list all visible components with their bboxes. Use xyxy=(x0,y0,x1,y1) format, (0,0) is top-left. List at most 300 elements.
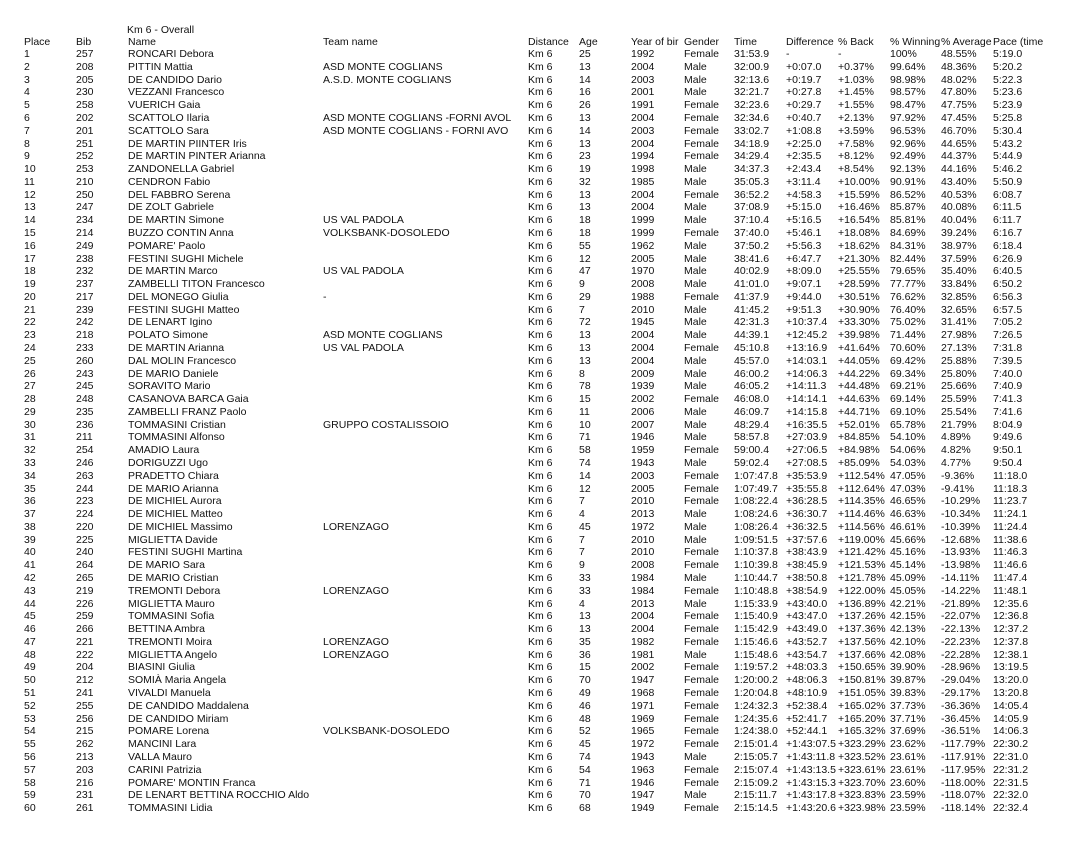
cell-place: 31 xyxy=(24,431,36,444)
cell-year: 1947 xyxy=(631,789,655,802)
cell-pct-back: +85.09% xyxy=(838,457,880,469)
cell-pace: 13:19.5 xyxy=(993,661,1029,674)
cell-bib: 238 xyxy=(76,252,94,265)
cell-gender: Male xyxy=(684,175,707,188)
cell-pct-winning: 23.61% xyxy=(890,763,926,776)
cell-distance: Km 6 xyxy=(528,763,553,776)
cell-pct-average: -13.93% xyxy=(941,546,981,559)
cell-name: VALLA Mauro xyxy=(128,750,193,763)
cell-age: 70 xyxy=(579,789,591,802)
table-row xyxy=(0,150,1067,163)
cell-time: 34:29.4 xyxy=(734,150,770,163)
cell-year: 1999 xyxy=(631,226,655,239)
cell-time: 2:15:01.4 xyxy=(734,738,778,751)
cell-name: PRADETTO Chiara xyxy=(128,469,219,482)
cell-bib: 202 xyxy=(76,111,94,124)
cell-distance: Km 6 xyxy=(528,239,553,252)
cell-bib: 246 xyxy=(76,457,94,469)
cell-gender: Female xyxy=(684,111,720,124)
table-row xyxy=(0,700,1067,713)
cell-age: 13 xyxy=(579,341,591,354)
cell-distance: Km 6 xyxy=(528,175,553,188)
cell-age: 9 xyxy=(579,559,585,572)
cell-year: 1982 xyxy=(631,635,655,648)
cell-age: 12 xyxy=(579,252,591,265)
cell-place: 7 xyxy=(24,124,30,137)
cell-distance: Km 6 xyxy=(528,265,553,278)
cell-difference: +43:49.0 xyxy=(786,623,828,636)
cell-pct-back: +323.29% xyxy=(838,738,886,751)
cell-difference: +5:56.3 xyxy=(786,239,822,252)
cell-bib: 214 xyxy=(76,226,94,239)
cell-time: 41:01.0 xyxy=(734,278,770,290)
cell-age: 13 xyxy=(579,610,591,623)
cell-pct-back: +137.56% xyxy=(838,635,886,648)
cell-pace: 7:26.5 xyxy=(993,329,1023,342)
cell-gender: Female xyxy=(684,188,720,201)
cell-place: 17 xyxy=(24,252,36,265)
cell-pace: 7:41.3 xyxy=(993,393,1023,406)
cell-difference: +0:19.7 xyxy=(786,73,822,86)
cell-pct-back: - xyxy=(838,48,842,60)
cell-pct-average: 46.70% xyxy=(941,124,977,137)
cell-distance: Km 6 xyxy=(528,559,553,572)
cell-time: 48:29.4 xyxy=(734,418,770,431)
cell-year: 1943 xyxy=(631,457,655,469)
cell-age: 10 xyxy=(579,418,591,431)
cell-pace: 13:20.0 xyxy=(993,674,1029,687)
cell-place: 53 xyxy=(24,712,36,725)
cell-distance: Km 6 xyxy=(528,508,553,521)
cell-pct-winning: 84.69% xyxy=(890,226,926,239)
cell-gender: Female xyxy=(684,623,720,636)
cell-time: 1:15:42.9 xyxy=(734,623,778,636)
table-row xyxy=(0,86,1067,99)
cell-place: 23 xyxy=(24,329,36,342)
cell-year: 2008 xyxy=(631,559,655,572)
cell-place: 56 xyxy=(24,750,36,763)
cell-place: 40 xyxy=(24,546,36,559)
cell-pct-winning: 46.63% xyxy=(890,508,926,521)
cell-gender: Male xyxy=(684,520,707,533)
cell-bib: 245 xyxy=(76,380,94,393)
table-row xyxy=(0,278,1067,291)
cell-distance: Km 6 xyxy=(528,520,553,533)
cell-year: 1963 xyxy=(631,763,655,776)
table-row xyxy=(0,253,1067,266)
cell-name: FESTINI SUGHI Martina xyxy=(128,546,243,559)
cell-pace: 11:46.3 xyxy=(993,546,1028,559)
table-row xyxy=(0,138,1067,151)
cell-pct-winning: 23.59% xyxy=(890,789,926,802)
table-row xyxy=(0,572,1067,585)
cell-time: 34:37.3 xyxy=(734,163,770,175)
cell-pct-back: +150.81% xyxy=(838,674,886,687)
cell-name: TOMMASINI Alfonso xyxy=(128,431,225,444)
cell-difference: +1:43:13.5 xyxy=(786,763,836,776)
cell-pace: 11:24.1 xyxy=(993,508,1028,521)
cell-pct-winning: 92.13% xyxy=(890,163,926,175)
cell-pct-average: 38.97% xyxy=(941,239,977,252)
cell-pct-back: +3.59% xyxy=(838,124,874,137)
cell-gender: Female xyxy=(684,738,720,751)
cell-pct-back: +136.89% xyxy=(838,597,886,610)
cell-pace: 7:40.0 xyxy=(993,367,1023,380)
cell-pct-winning: 42.10% xyxy=(890,635,926,648)
cell-pct-back: +114.56% xyxy=(838,520,885,533)
cell-pace: 14:05.9 xyxy=(993,712,1029,725)
cell-bib: 204 xyxy=(76,661,94,674)
cell-gender: Male xyxy=(684,201,707,214)
cell-pace: 22:32.4 xyxy=(993,802,1029,814)
cell-place: 8 xyxy=(24,137,30,150)
cell-year: 2013 xyxy=(631,597,655,610)
cell-gender: Female xyxy=(684,393,720,406)
cell-pct-average: 25.66% xyxy=(941,380,977,393)
cell-difference: +14:14.1 xyxy=(786,393,828,406)
cell-time: 46:09.7 xyxy=(734,405,770,418)
cell-time: 36:52.2 xyxy=(734,188,770,201)
table-row xyxy=(0,521,1067,534)
cell-place: 59 xyxy=(24,789,36,802)
cell-name: DE CANDIDO Miriam xyxy=(128,712,229,725)
cell-place: 28 xyxy=(24,393,36,406)
cell-age: 14 xyxy=(579,73,591,86)
table-row xyxy=(0,598,1067,611)
cell-distance: Km 6 xyxy=(528,60,553,73)
cell-pct-winning: 98.47% xyxy=(890,99,926,112)
cell-pct-back: +165.32% xyxy=(838,725,886,738)
cell-bib: 264 xyxy=(76,559,94,572)
table-row xyxy=(0,789,1067,802)
cell-pace: 5:23.9 xyxy=(993,99,1023,112)
cell-team: US VAL PADOLA xyxy=(323,214,404,227)
cell-pct-average: 32.65% xyxy=(941,303,977,316)
cell-year: 1939 xyxy=(631,380,655,393)
cell-pct-back: +30.90% xyxy=(838,303,880,316)
cell-bib: 258 xyxy=(76,99,94,112)
table-row xyxy=(0,585,1067,598)
cell-pct-winning: 54.03% xyxy=(890,457,926,469)
header-year: Year of bir xyxy=(631,36,679,48)
cell-name: TOMMASINI Cristian xyxy=(128,418,226,431)
cell-pace: 12:38.1 xyxy=(993,648,1029,661)
cell-pct-back: +41.64% xyxy=(838,341,880,354)
cell-gender: Male xyxy=(684,380,707,393)
cell-pct-winning: 70.60% xyxy=(890,341,926,354)
cell-pct-average: 44.65% xyxy=(941,137,977,150)
cell-year: 1968 xyxy=(631,687,655,699)
cell-time: 1:24:35.6 xyxy=(734,712,778,725)
cell-bib: 262 xyxy=(76,738,94,751)
cell-distance: Km 6 xyxy=(528,597,553,610)
cell-difference: +1:43:20.6 xyxy=(786,802,836,814)
table-row xyxy=(0,738,1067,751)
cell-year: 2004 xyxy=(631,137,655,150)
cell-pct-average: 31.41% xyxy=(941,316,977,329)
cell-age: 23 xyxy=(579,150,591,163)
cell-pct-winning: 85.87% xyxy=(890,201,926,214)
cell-distance: Km 6 xyxy=(528,278,553,290)
cell-pace: 13:20.8 xyxy=(993,687,1029,699)
cell-pct-back: +165.20% xyxy=(838,712,886,725)
cell-bib: 223 xyxy=(76,495,94,508)
cell-pace: 14:05.4 xyxy=(993,699,1029,712)
cell-pace: 5:43.2 xyxy=(993,137,1023,150)
cell-pct-average: 33.84% xyxy=(941,278,977,290)
cell-gender: Male xyxy=(684,750,707,763)
cell-pct-back: +137.26% xyxy=(838,610,886,623)
cell-pct-average: 47.45% xyxy=(941,111,977,124)
cell-time: 2:15:05.7 xyxy=(734,750,778,763)
cell-year: 1981 xyxy=(631,648,655,661)
cell-pct-average: 48.02% xyxy=(941,73,977,86)
cell-year: 1970 xyxy=(631,265,655,278)
cell-bib: 250 xyxy=(76,188,94,201)
cell-difference: +14:11.3 xyxy=(786,380,827,393)
cell-name: VEZZANI Francesco xyxy=(128,86,225,99)
cell-place: 50 xyxy=(24,674,36,687)
table-row xyxy=(0,189,1067,202)
cell-gender: Male xyxy=(684,508,707,521)
cell-gender: Male xyxy=(684,278,707,290)
cell-name: FESTINI SUGHI Matteo xyxy=(128,303,240,316)
cell-time: 37:10.4 xyxy=(734,214,770,227)
cell-gender: Male xyxy=(684,367,707,380)
cell-difference: +27:08.5 xyxy=(786,457,828,469)
cell-name: PITTIN Mattia xyxy=(128,60,193,73)
cell-age: 71 xyxy=(579,431,591,444)
cell-place: 1 xyxy=(24,48,30,60)
cell-distance: Km 6 xyxy=(528,482,553,495)
cell-year: 1984 xyxy=(631,584,655,597)
cell-place: 51 xyxy=(24,687,36,699)
cell-age: 7 xyxy=(579,303,585,316)
cell-gender: Female xyxy=(684,635,720,648)
cell-pct-winning: 37.69% xyxy=(890,725,926,738)
cell-year: 2008 xyxy=(631,278,655,290)
cell-distance: Km 6 xyxy=(528,367,553,380)
cell-place: 2 xyxy=(24,60,30,73)
cell-pct-winning: 97.92% xyxy=(890,111,926,124)
cell-year: 1959 xyxy=(631,444,655,457)
cell-pct-back: +121.78% xyxy=(838,572,886,584)
cell-bib: 259 xyxy=(76,610,94,623)
cell-pace: 5:19.0 xyxy=(993,48,1023,60)
cell-difference: +4:58.3 xyxy=(786,188,822,201)
cell-pct-average: 44.16% xyxy=(941,163,977,175)
cell-year: 2005 xyxy=(631,482,655,495)
cell-pct-winning: 85.81% xyxy=(890,214,926,227)
cell-team: ASD MONTE COGLIANS -FORNI AVOL xyxy=(323,111,512,124)
cell-gender: Female xyxy=(684,482,720,495)
cell-bib: 231 xyxy=(76,789,94,802)
table-row xyxy=(0,546,1067,559)
cell-pct-average: 25.54% xyxy=(941,405,977,418)
cell-year: 1962 xyxy=(631,239,655,252)
cell-pct-average: -9.36% xyxy=(941,469,975,482)
cell-place: 4 xyxy=(24,86,30,99)
cell-pct-winning: 54.06% xyxy=(890,444,926,457)
cell-name: DEL MONEGO Giulia xyxy=(128,290,229,303)
cell-pct-back: +21.30% xyxy=(838,252,880,265)
cell-team: LORENZAGO xyxy=(323,520,389,533)
cell-distance: Km 6 xyxy=(528,789,553,802)
table-row xyxy=(0,495,1067,508)
cell-pct-back: +44.71% xyxy=(838,405,880,418)
cell-team: VOLKSBANK-DOSOLEDO xyxy=(323,226,450,239)
cell-name: SORAVITO Mario xyxy=(128,380,211,393)
cell-difference: +52:38.4 xyxy=(786,699,828,712)
table-row xyxy=(0,751,1067,764)
cell-place: 46 xyxy=(24,623,36,636)
cell-distance: Km 6 xyxy=(528,699,553,712)
cell-place: 42 xyxy=(24,572,36,584)
cell-distance: Km 6 xyxy=(528,572,553,584)
table-row xyxy=(0,610,1067,623)
cell-time: 2:15:11.7 xyxy=(734,789,778,802)
cell-age: 16 xyxy=(579,86,591,99)
cell-age: 7 xyxy=(579,533,585,546)
cell-pace: 7:40.9 xyxy=(993,380,1023,393)
cell-pct-back: +323.70% xyxy=(838,776,886,789)
cell-bib: 249 xyxy=(76,239,94,252)
cell-distance: Km 6 xyxy=(528,316,553,329)
cell-age: 54 xyxy=(579,763,591,776)
cell-name: DE ZOLT Gabriele xyxy=(128,201,214,214)
cell-age: 9 xyxy=(579,278,585,290)
cell-difference: +9:44.0 xyxy=(786,290,822,303)
cell-pct-winning: 23.59% xyxy=(890,802,926,814)
cell-pct-average: 48.36% xyxy=(941,60,977,73)
cell-name: DEL FABBRO Serena xyxy=(128,188,231,201)
cell-age: 14 xyxy=(579,124,591,137)
table-row xyxy=(0,661,1067,674)
cell-difference: +13:16.9 xyxy=(786,341,828,354)
cell-pct-winning: 45.16% xyxy=(890,546,926,559)
cell-place: 20 xyxy=(24,290,36,303)
cell-distance: Km 6 xyxy=(528,623,553,636)
cell-time: 41:45.2 xyxy=(734,303,770,316)
cell-pct-back: +1.55% xyxy=(838,99,874,112)
cell-difference: +52:44.1 xyxy=(786,725,828,738)
cell-year: 2010 xyxy=(631,303,655,316)
cell-distance: Km 6 xyxy=(528,546,553,559)
cell-pct-average: -117.91% xyxy=(941,750,986,763)
cell-pct-average: 44.37% xyxy=(941,150,977,163)
cell-pct-average: -36.51% xyxy=(941,725,981,738)
cell-pace: 11:46.6 xyxy=(993,559,1028,572)
cell-pct-average: -118.07% xyxy=(941,789,986,802)
cell-year: 1972 xyxy=(631,738,655,751)
cell-gender: Male xyxy=(684,86,707,99)
cell-pace: 22:32.0 xyxy=(993,789,1029,802)
cell-place: 41 xyxy=(24,559,36,572)
cell-distance: Km 6 xyxy=(528,137,553,150)
cell-year: 2004 xyxy=(631,201,655,214)
cell-gender: Female xyxy=(684,712,720,725)
cell-pct-back: +52.01% xyxy=(838,418,880,431)
cell-difference: +48:03.3 xyxy=(786,661,828,674)
cell-pct-average: -10.29% xyxy=(941,495,981,508)
cell-pct-back: +323.98% xyxy=(838,802,886,814)
cell-place: 37 xyxy=(24,508,36,521)
cell-place: 34 xyxy=(24,469,36,482)
cell-gender: Male xyxy=(684,316,707,329)
cell-age: 70 xyxy=(579,674,591,687)
cell-age: 52 xyxy=(579,725,591,738)
cell-pct-back: +25.55% xyxy=(838,265,880,278)
cell-pace: 6:50.2 xyxy=(993,278,1023,290)
cell-pace: 6:40.5 xyxy=(993,265,1023,278)
table-row xyxy=(0,176,1067,189)
cell-age: 58 xyxy=(579,444,591,457)
cell-age: 19 xyxy=(579,163,591,175)
cell-gender: Male xyxy=(684,648,707,661)
cell-pct-average: -36.45% xyxy=(941,712,981,725)
cell-time: 46:08.0 xyxy=(734,393,770,406)
cell-age: 4 xyxy=(579,508,585,521)
table-row xyxy=(0,508,1067,521)
cell-year: 2002 xyxy=(631,393,655,406)
cell-pct-average: 4.89% xyxy=(941,431,971,444)
cell-age: 45 xyxy=(579,738,591,751)
table-row xyxy=(0,329,1067,342)
cell-bib: 253 xyxy=(76,163,94,175)
cell-distance: Km 6 xyxy=(528,150,553,163)
cell-year: 2004 xyxy=(631,329,655,342)
cell-pct-back: +151.05% xyxy=(838,687,886,699)
cell-pct-winning: 45.09% xyxy=(890,572,926,584)
cell-distance: Km 6 xyxy=(528,48,553,60)
cell-difference: +27:03.9 xyxy=(786,431,828,444)
cell-pct-winning: 42.21% xyxy=(890,597,926,610)
cell-place: 55 xyxy=(24,738,36,751)
table-row xyxy=(0,163,1067,176)
cell-pct-winning: 42.13% xyxy=(890,623,926,636)
cell-distance: Km 6 xyxy=(528,635,553,648)
header-gender: Gender xyxy=(684,36,720,48)
cell-difference: +9:07.1 xyxy=(786,278,822,290)
cell-distance: Km 6 xyxy=(528,802,553,814)
cell-pct-average: 25.59% xyxy=(941,393,977,406)
cell-name: DE LENART Igino xyxy=(128,316,213,329)
cell-age: 13 xyxy=(579,188,591,201)
cell-bib: 235 xyxy=(76,405,94,418)
cell-difference: +9:51.3 xyxy=(786,303,822,316)
cell-pct-winning: 98.98% xyxy=(890,73,926,86)
cell-name: BETTINA Ambra xyxy=(128,623,206,636)
cell-year: 2004 xyxy=(631,60,655,73)
cell-place: 13 xyxy=(24,201,36,214)
cell-age: 15 xyxy=(579,661,591,674)
cell-place: 16 xyxy=(24,239,36,252)
cell-age: 13 xyxy=(579,60,591,73)
table-row xyxy=(0,201,1067,214)
cell-difference: +38:54.9 xyxy=(786,584,828,597)
cell-distance: Km 6 xyxy=(528,584,553,597)
cell-difference: +0:40.7 xyxy=(786,111,822,124)
cell-name: DE MARIO Cristian xyxy=(128,572,219,584)
cell-gender: Female xyxy=(684,725,720,738)
cell-distance: Km 6 xyxy=(528,687,553,699)
cell-name: DE MARTIN PIINTER Iris xyxy=(128,137,247,150)
cell-bib: 217 xyxy=(76,290,94,303)
cell-name: ZANDONELLA Gabriel xyxy=(128,163,235,175)
cell-gender: Female xyxy=(684,48,720,60)
table-row xyxy=(0,636,1067,649)
cell-time: 45:57.0 xyxy=(734,354,770,367)
